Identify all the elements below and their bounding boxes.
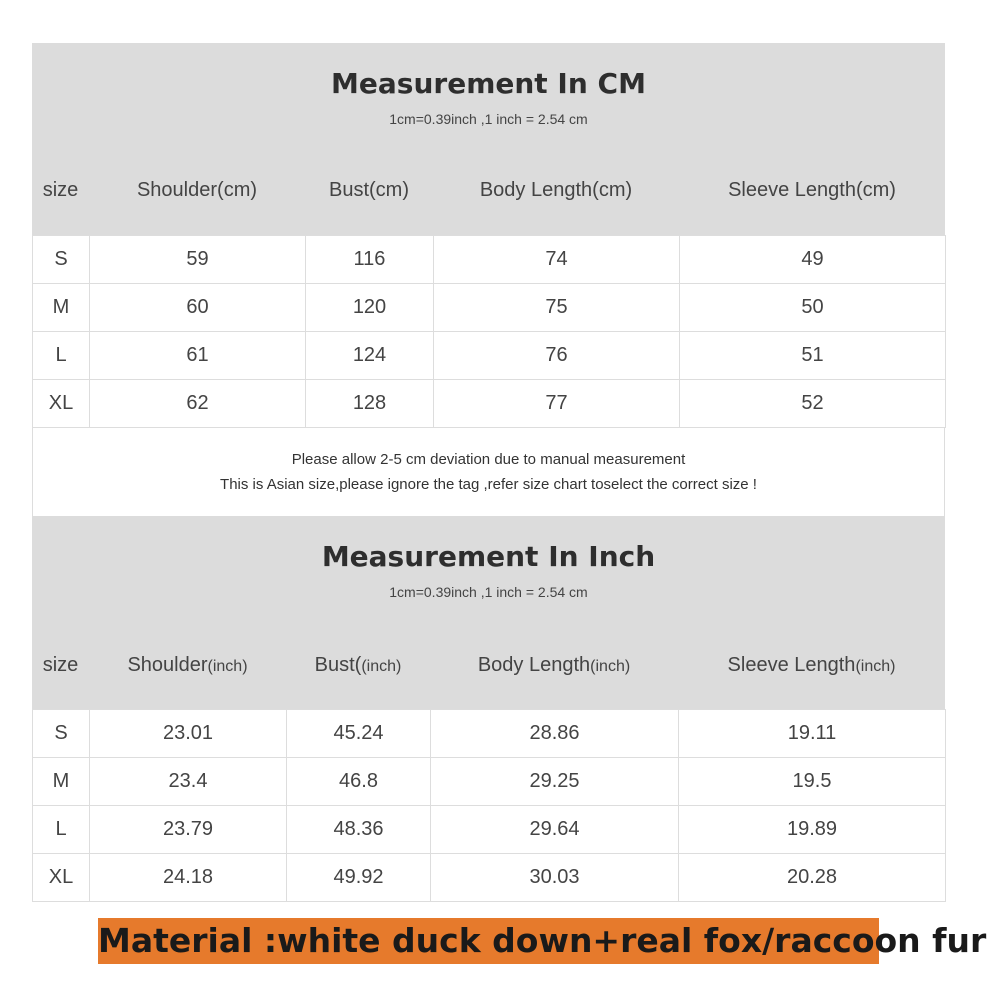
- sleeve-length-cell: 52: [680, 380, 946, 428]
- body-length-cell: 75: [434, 284, 680, 332]
- size-cell: L: [33, 806, 90, 854]
- shoulder-cell: 24.18: [90, 854, 287, 902]
- bust-cell: 48.36: [287, 806, 431, 854]
- body-length-cell: 30.03: [431, 854, 679, 902]
- cm-header-shoulder: Shoulder(cm): [136, 179, 258, 201]
- body-length-cell: 76: [434, 332, 680, 380]
- inch-header-block: [32, 516, 945, 709]
- measurement-notes: [32, 428, 945, 516]
- inch-header-bust: [286, 654, 430, 677]
- size-cell: XL: [33, 854, 90, 902]
- cm-header-sleeve-length: Sleeve Length(cm): [728, 179, 896, 201]
- header-unit: (inch): [855, 658, 896, 675]
- sleeve-length-cell: 19.11: [679, 710, 946, 758]
- cm-section: [32, 43, 945, 516]
- sleeve-length-cell: 50: [680, 284, 946, 332]
- shoulder-cell: 60: [90, 284, 306, 332]
- header-unit: (inch): [361, 658, 402, 675]
- size-cell: S: [33, 710, 90, 758]
- bust-cell: 124: [306, 332, 434, 380]
- header-label: Bust(: [314, 654, 362, 676]
- cm-header-bust: Bust(cm): [329, 179, 409, 201]
- body-length-cell: 29.64: [431, 806, 679, 854]
- shoulder-cell: 61: [90, 332, 306, 380]
- material-banner: Material :white duck down+real fox/raccoon fur: [98, 918, 879, 964]
- header-unit: (inch): [590, 658, 631, 675]
- body-length-cell: 28.86: [431, 710, 679, 758]
- size-cell: S: [33, 236, 90, 284]
- bust-cell: 46.8: [287, 758, 431, 806]
- body-length-cell: 77: [434, 380, 680, 428]
- table-row: [33, 806, 946, 854]
- header-label: Sleeve Length: [727, 654, 856, 676]
- shoulder-cell: 23.4: [90, 758, 287, 806]
- cm-header-block: [32, 43, 945, 235]
- header-label: Shoulder: [127, 654, 208, 676]
- bust-cell: 128: [306, 380, 434, 428]
- table-row: [33, 332, 946, 380]
- sleeve-length-cell: 51: [680, 332, 946, 380]
- size-cell: M: [33, 284, 90, 332]
- inch-header-body-length: [430, 654, 678, 677]
- cm-table: [32, 235, 946, 428]
- inch-column-headers: [32, 654, 945, 677]
- inch-header-sleeve-length: [678, 654, 945, 677]
- inch-header-size: [32, 654, 89, 677]
- deviation-note: Please allow 2-5 cm deviation due to manual measurement: [291, 451, 686, 468]
- sleeve-length-cell: 49: [680, 236, 946, 284]
- inch-header-shoulder: [89, 654, 286, 677]
- cm-conversion-note: 1cm=0.39inch ,1 inch = 2.54 cm: [389, 111, 588, 127]
- table-row: [33, 758, 946, 806]
- table-row: [33, 854, 946, 902]
- inch-title: Measurement In Inch: [321, 540, 656, 573]
- shoulder-cell: 59: [90, 236, 306, 284]
- asian-size-note: This is Asian size,please ignore the tag ,refer size chart toselect the correct size !: [220, 476, 757, 493]
- shoulder-cell: 62: [90, 380, 306, 428]
- cm-header-body-length: Body Length(cm): [479, 179, 633, 201]
- header-unit: (inch): [207, 658, 248, 675]
- bust-cell: 120: [306, 284, 434, 332]
- sleeve-length-cell: 19.89: [679, 806, 946, 854]
- table-row: [33, 710, 946, 758]
- table-row: [33, 380, 946, 428]
- table-row: [33, 284, 946, 332]
- size-cell: M: [33, 758, 90, 806]
- sleeve-length-cell: 19.5: [679, 758, 946, 806]
- shoulder-cell: 23.01: [90, 710, 287, 758]
- header-label: Body Length: [477, 654, 591, 676]
- size-chart: [32, 43, 945, 902]
- table-row: [33, 236, 946, 284]
- bust-cell: 116: [306, 236, 434, 284]
- cm-column-headers: [32, 179, 945, 202]
- cm-header-size: size: [42, 179, 79, 201]
- inch-table: [32, 709, 946, 902]
- body-length-cell: 29.25: [431, 758, 679, 806]
- bust-cell: 45.24: [287, 710, 431, 758]
- body-length-cell: 74: [434, 236, 680, 284]
- inch-section: [32, 516, 945, 902]
- inch-conversion-note: 1cm=0.39inch ,1 inch = 2.54 cm: [389, 584, 588, 600]
- cm-title: Measurement In CM: [331, 67, 646, 100]
- size-cell: L: [33, 332, 90, 380]
- shoulder-cell: 23.79: [90, 806, 287, 854]
- header-label: size: [42, 654, 79, 676]
- bust-cell: 49.92: [287, 854, 431, 902]
- sleeve-length-cell: 20.28: [679, 854, 946, 902]
- size-cell: XL: [33, 380, 90, 428]
